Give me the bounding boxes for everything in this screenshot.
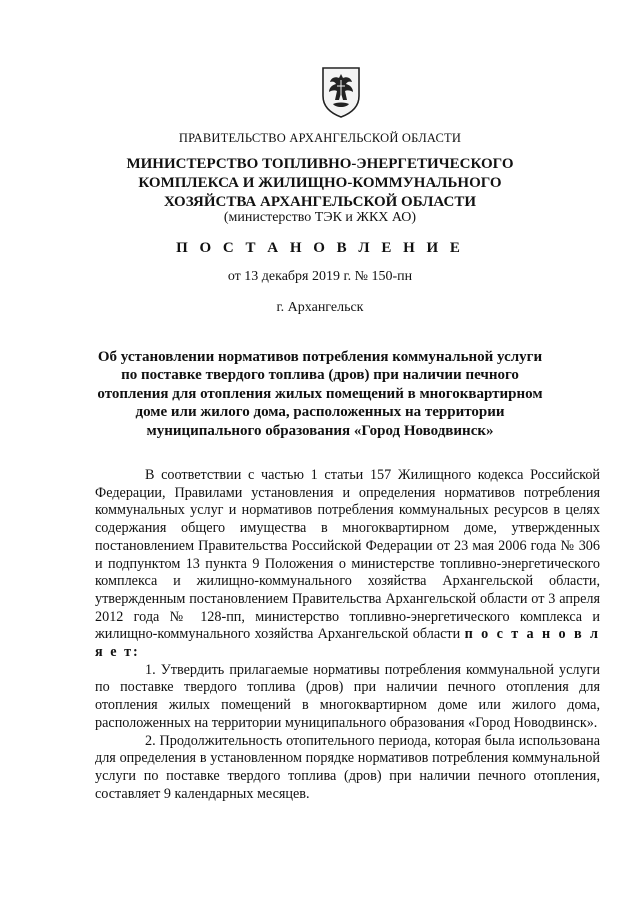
subject-line: отопления для отопления жилых помещений в многоквартирном — [97, 385, 543, 402]
date-number: от 13 декабря 2019 г. № 150-пн — [227, 269, 413, 284]
paragraph-preamble — [95, 467, 600, 662]
government-name: ПРАВИТЕЛЬСТВО АРХАНГЕЛЬСКОЙ ОБЛАСТИ — [178, 131, 462, 145]
city: г. Архангельск — [276, 300, 364, 315]
preamble-text: В соответствии с частью 1 статьи 157 Жилищного кодекса Российской Федерации, Правилами установления и определения нормативов потребления коммунальных услуг и нормативов потребления коммунальных ресурсов в целях содержания общего имущества в многоквартирном доме, утвержденных постановлением Правительства Российской Федерации от 23 мая 2006 года № 306 и подпунктом 13 пункта 9 Положения о министерстве топливно-энергетического комплекса и жилищно-коммунального хозяйства Архангельской области, утвержденным постановлением Правительства Архангельской области от 3 апреля 2012 года № 128-пп, министерство топливно-энергетического комплекса и жилищно-коммунального хозяйства Архангельской области — [95, 467, 600, 643]
ministry-line: КОМПЛЕКСА И ЖИЛИЩНО-КОММУНАЛЬНОГО — [138, 175, 502, 191]
document-body — [95, 467, 600, 803]
ministry-short-name: (министерство ТЭК и ЖКХ АО) — [223, 210, 417, 225]
ministry-name — [0, 155, 640, 212]
document-type: П О С Т А Н О В Л Е Н И Е — [176, 240, 464, 256]
subject-line: по поставке твердого топлива (дров) при наличии печного — [121, 367, 519, 384]
subject-line: доме или жилого дома, расположенных на территории — [135, 404, 505, 421]
coat-of-arms-icon — [321, 66, 361, 118]
subject-line: Об установлении нормативов потребления коммунальной услуги — [97, 349, 543, 365]
ministry-line: ХОЗЯЙСТВА АРХАНГЕЛЬСКОЙ ОБЛАСТИ — [163, 194, 477, 210]
subject-line: муниципального образования «Город Новодвинск» — [146, 422, 494, 439]
document-subject — [0, 348, 640, 440]
resolves-word: п о с т а н о в л я е т: — [95, 626, 600, 661]
ministry-line: МИНИСТЕРСТВО ТОПЛИВНО-ЭНЕРГЕТИЧЕСКОГО — [126, 156, 514, 172]
paragraph-item-2: 2. Продолжительность отопительного периода, которая была использована для определения в установленном порядке нормативов потребления коммунальной услуги по поставке твердого топлива (дров) при наличии печного отопления, составляет 9 календарных месяцев. — [95, 732, 600, 802]
paragraph-item-1: 1. Утвердить прилагаемые нормативы потребления коммунальной услуги по поставке твердого топлива (дров) при наличии печного отопления для отопления жилых помещений в многоквартирном доме или жилого дома, расположенных на территории муниципального образования «Город Новодвинск». — [95, 661, 600, 731]
